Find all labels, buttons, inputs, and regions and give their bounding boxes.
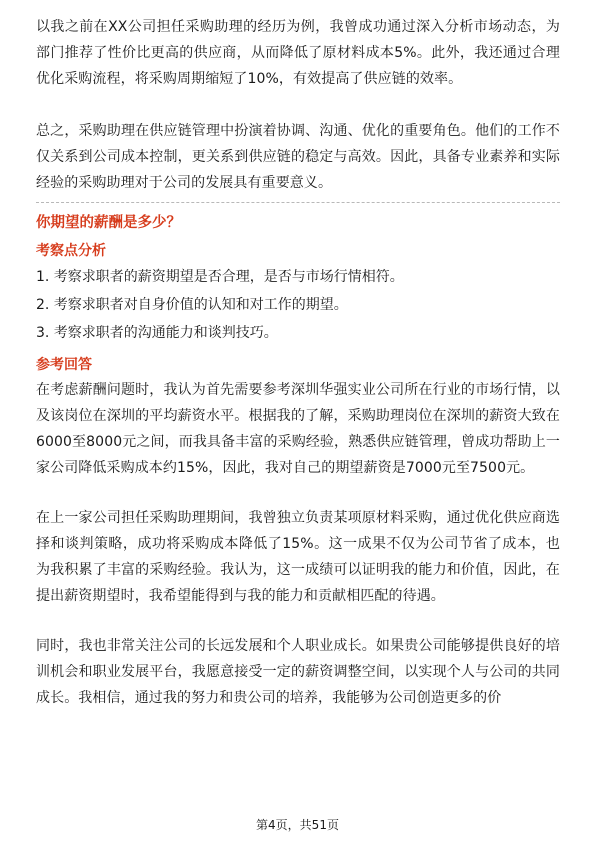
analysis-item: 2. 考察求职者对自身价值的认知和对工作的期望。	[36, 297, 348, 313]
analysis-label: 考察点分析	[36, 243, 106, 259]
question-heading: 你期望的薪酬是多少？	[36, 215, 181, 231]
answer-paragraph-2: 在上一家公司担任采购助理期间，我曾独立负责某项原材料采购，通过优化供应商选择和谈判策略，成功将采购成本降低了15%。这一成果不仅为公司节省了成本，也为我积累了丰富的采购经验。我认为，这一成绩可以证明我的能力和价值，因此，在提出薪资期望时，我希望能得到与我的能力和贡献相匹配的待遇。	[36, 510, 560, 604]
answer-label: 参考回答	[36, 357, 92, 373]
section-divider	[36, 202, 560, 203]
page-number-footer: 第4页，共51页	[256, 818, 339, 832]
analysis-item: 1. 考察求职者的薪资期望是否合理，是否与市场行情相符。	[36, 269, 404, 285]
answer-paragraph-1: 在考虑薪酬问题时，我认为首先需要参考深圳华强实业公司所在行业的市场行情，以及该岗位在深圳的平均薪资水平。根据我的了解，采购助理岗位在深圳的薪资大致在6000至8000元之间，而我具备丰富的采购经验，熟悉供应链管理，曾成功帮助上一家公司降低采购成本约15%，因此，我对自己的期望薪资是7000元至7500元。	[36, 382, 560, 476]
intro-paragraph-1: 以我之前在XX公司担任采购助理的经历为例，我曾成功通过深入分析市场动态，为部门推荐了性价比更高的供应商，从而降低了原材料成本5%。此外，我还通过合理优化采购流程，将采购周期缩短了10%，有效提高了供应链的效率。	[36, 19, 560, 87]
page-content	[36, 14, 560, 711]
answer-paragraph-3: 同时，我也非常关注公司的长远发展和个人职业成长。如果贵公司能够提供良好的培训机会和职业发展平台，我愿意接受一定的薪资调整空间，以实现个人与公司的共同成长。我相信，通过我的努力和贵公司的培养，我能够为公司创造更多的价	[36, 638, 560, 706]
analysis-list	[36, 263, 560, 347]
intro-paragraph-2: 总之，采购助理在供应链管理中扮演着协调、沟通、优化的重要角色。他们的工作不仅关系到公司成本控制，更关系到供应链的稳定与高效。因此，具备专业素养和实际经验的采购助理对于公司的发展具有重要意义。	[36, 123, 560, 191]
analysis-item: 3. 考察求职者的沟通能力和谈判技巧。	[36, 325, 278, 341]
